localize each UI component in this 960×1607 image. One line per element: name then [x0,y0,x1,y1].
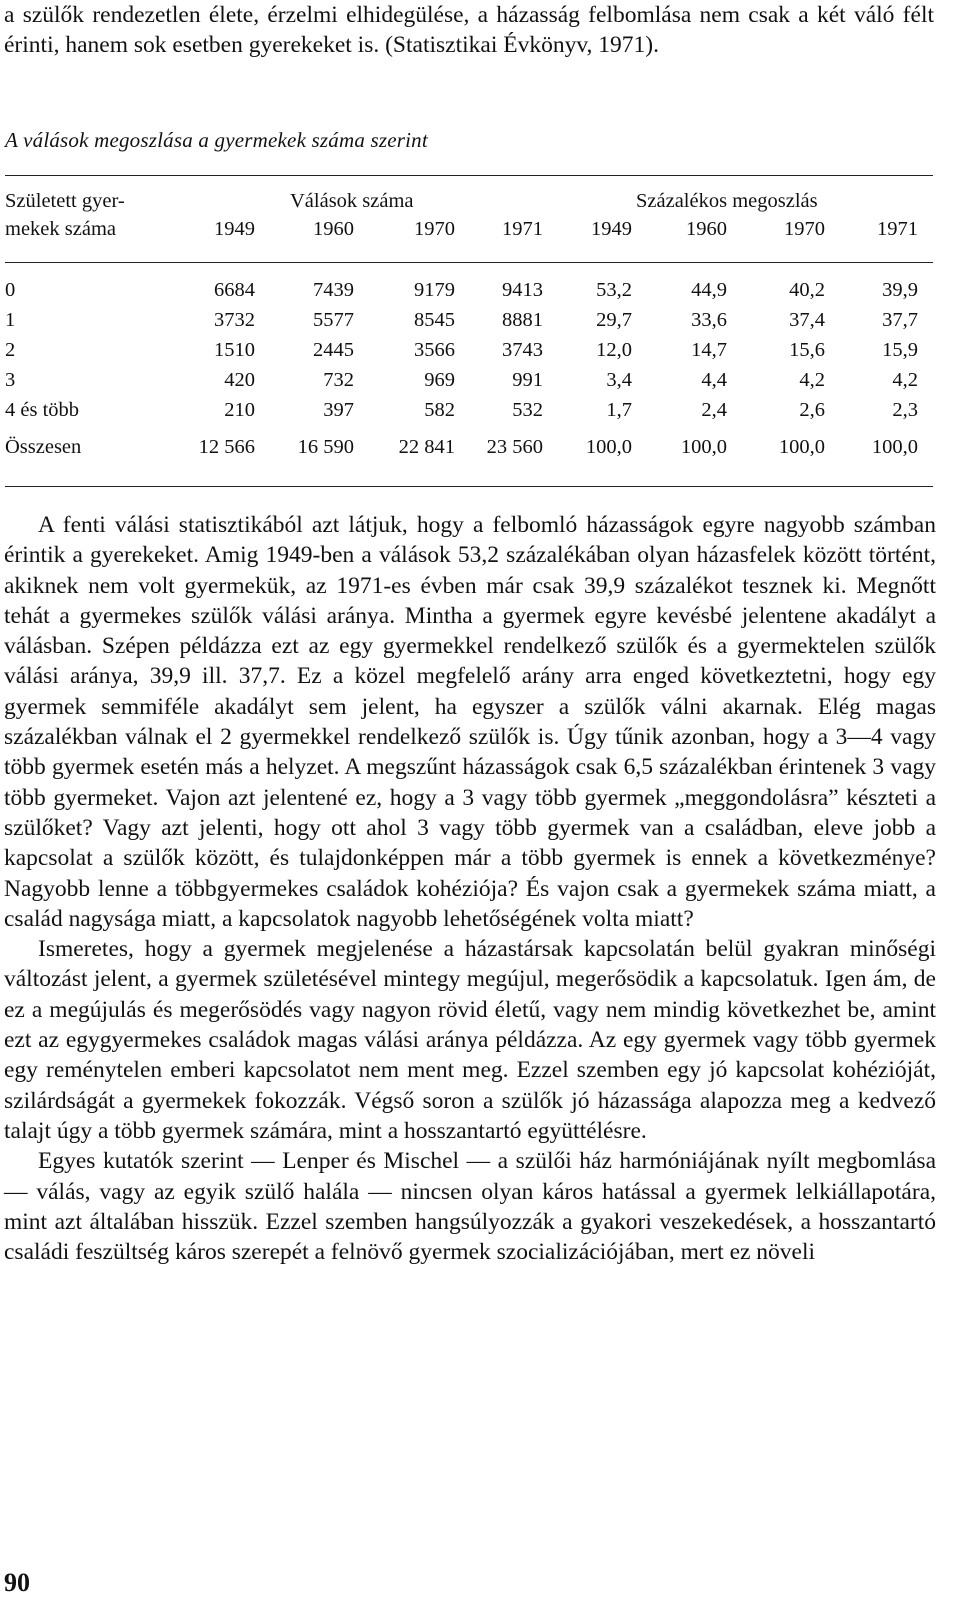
year-header: 1960 [313,218,354,240]
table-bottom-rule [5,486,933,487]
table-cell: 6684 [214,279,255,301]
table-cell: 2,4 [701,399,727,421]
table-cell: 9413 [502,279,543,301]
table-cell: 3743 [502,339,543,361]
table-cell: 210 [224,399,255,421]
table-cell: 100,0 [680,436,727,458]
table-cell: 4,2 [892,369,918,391]
year-header: 1970 [414,218,455,240]
paragraph: Egyes kutatók szerint — Lenper és Mischel — a szülői ház harmóniájának nyílt megbomlása — válás, vagy az egyik szülő halála — nincsen olyan káros hatással a gyermek lelkiállapotára, mint azt általában hisszük. Ezzel szemben hangsúlyozzák a gyakori veszekedések, a hosszantartó családi feszültség káros szerepét a felnövő gyermek szocializációjában, mert ez növeli [4,1148,936,1266]
table-cell: 2445 [313,339,354,361]
year-header: 1949 [214,218,255,240]
table-cell: 23 560 [486,436,543,458]
table-cell: 44,9 [691,279,727,301]
table-cell: 9179 [414,279,455,301]
table-header-rule [5,262,933,263]
table-cell: 397 [323,399,354,421]
page-number: 90 [4,1568,30,1597]
table-cell: 732 [323,369,354,391]
table-cell: 3566 [414,339,455,361]
table-cell: 40,2 [789,279,825,301]
row-label-header-line2: mekek száma [5,218,116,240]
table-cell: 37,4 [789,309,825,331]
table-cell: 2,3 [892,399,918,421]
table-cell: 15,6 [789,339,825,361]
table-top-rule [5,175,933,176]
table-cell: 420 [224,369,255,391]
table-cell: 37,7 [882,309,918,331]
table-cell: 4,2 [799,369,825,391]
table-cell: 12 566 [198,436,255,458]
table-cell: 582 [424,399,455,421]
table-cell: 12,0 [596,339,632,361]
row-label-header-line1: Született gyer- [5,190,125,212]
year-header: 1949 [591,218,632,240]
table-cell: 39,9 [882,279,918,301]
table-cell: 14,7 [691,339,727,361]
intro-paragraph: a szülők rendezetlen élete, érzelmi elhidegülése, a házasság felbomlása nem csak a két váló félt érinti, hanem sok esetben gyerekeket is. (Statisztikai Évkönyv, 1971). [4,2,934,58]
table-cell: 1,7 [606,399,632,421]
row-label: 3 [5,369,16,391]
table-cell: 100,0 [871,436,918,458]
row-label: 4 és több [5,399,80,421]
row-label: Összesen [5,436,82,458]
table-cell: 29,7 [596,309,632,331]
table-cell: 991 [512,369,543,391]
group-header-percent: Százalékos megoszlás [636,190,818,212]
table-cell: 8881 [502,309,543,331]
table-cell: 969 [424,369,455,391]
year-header: 1971 [502,218,543,240]
row-label: 2 [5,339,16,361]
table-cell: 3732 [214,309,255,331]
table-cell: 532 [512,399,543,421]
year-header: 1970 [784,218,825,240]
table-cell: 4,4 [701,369,727,391]
table-cell: 33,6 [691,309,727,331]
year-header: 1971 [877,218,918,240]
table-cell: 53,2 [596,279,632,301]
table-cell: 15,9 [882,339,918,361]
table-cell: 100,0 [778,436,825,458]
table-cell: 3,4 [606,369,632,391]
year-header: 1960 [686,218,727,240]
table-cell: 22 841 [398,436,455,458]
body-text [4,510,936,1267]
table-caption: A válások megoszlása a gyermekek száma szerint [5,128,428,152]
row-label: 0 [5,279,16,301]
table-cell: 16 590 [297,436,354,458]
table-cell: 8545 [414,309,455,331]
group-header-divorces: Válások száma [290,190,414,212]
row-label: 1 [5,309,16,331]
table-cell: 5577 [313,309,354,331]
table-cell: 7439 [313,279,354,301]
table-cell: 2,6 [799,399,825,421]
paragraph: Ismeretes, hogy a gyermek megjelenése a házastársak kapcsolatán belül gyakran minőségi változást jelent, a gyermek születésével mintegy megújul, megerősödik a kapcsolatuk. Igen ám, de ez a megújulás és megerősödés vagy nagyon rövid életű, vagy nem mindig következhet be, amint ezt az egygyermekes családok magas válási aránya példázza. Az egy gyermek vagy több gyermek egy reménytelen emberi kapcsolatot nem ment meg. Ezzel szemben egy jó kapcsolat kohézióját, szilárdságát a gyermekek fokozzák. Végső soron a szülők jó házassága alapozza meg a kedvező talajt úgy a több gyermek számára, mint a hosszantartó együttélésre. [4,936,936,1144]
table-cell: 1510 [214,339,255,361]
paragraph: A fenti válási statisztikából azt látjuk, hogy a felbomló házasságok egyre nagyobb számban érintik a gyerekeket. Amig 1949-ben a válások 53,2 százalékában olyan házasfelek között történt, akiknek nem volt gyermekük, az 1971-es évben már csak 39,9 százalékot tesznek ki. Megnőtt tehát a gyermekes szülők válási aránya. Mintha a gyermek egyre kevésbé jelentene akadályt a válásban. Szépen példázza ezt az egy gyermekkel rendelkező szülők és a gyermektelen szülők válási aránya, 39,9 ill. 37,7. Ez a közel megfelelő arány arra enged következtetni, hogy egy gyermek semmiféle akadályt sem jelent, ha egyszer a szülők válni akarnak. Elég magas százalékban válnak el 2 gyermekkel rendelkező szülők is. Úgy tűnik azonban, hogy a 3—4 vagy több gyermek esetén más a helyzet. A megszűnt házasságok csak 6,5 százalékban érintenek 3 vagy több gyermeket. Vajon azt jelentené ez, hogy a 3 vagy több gyermek „meggondolásra” készteti a szülőket? Vagy azt jelenti, hogy ott ahol 3 vagy több gyermek van a családban, eleve jobb a kapcsolat a szülők között, és tulajdonképpen már a több gyermek is ennek a következménye? Nagyobb lenne a többgyermekes családok kohéziója? És vajon csak a gyermekek száma miatt, a család nagysága miatt, a kapcsolatok nagyobb lehetőségének volta miatt? [4,512,936,932]
table-cell: 100,0 [585,436,632,458]
